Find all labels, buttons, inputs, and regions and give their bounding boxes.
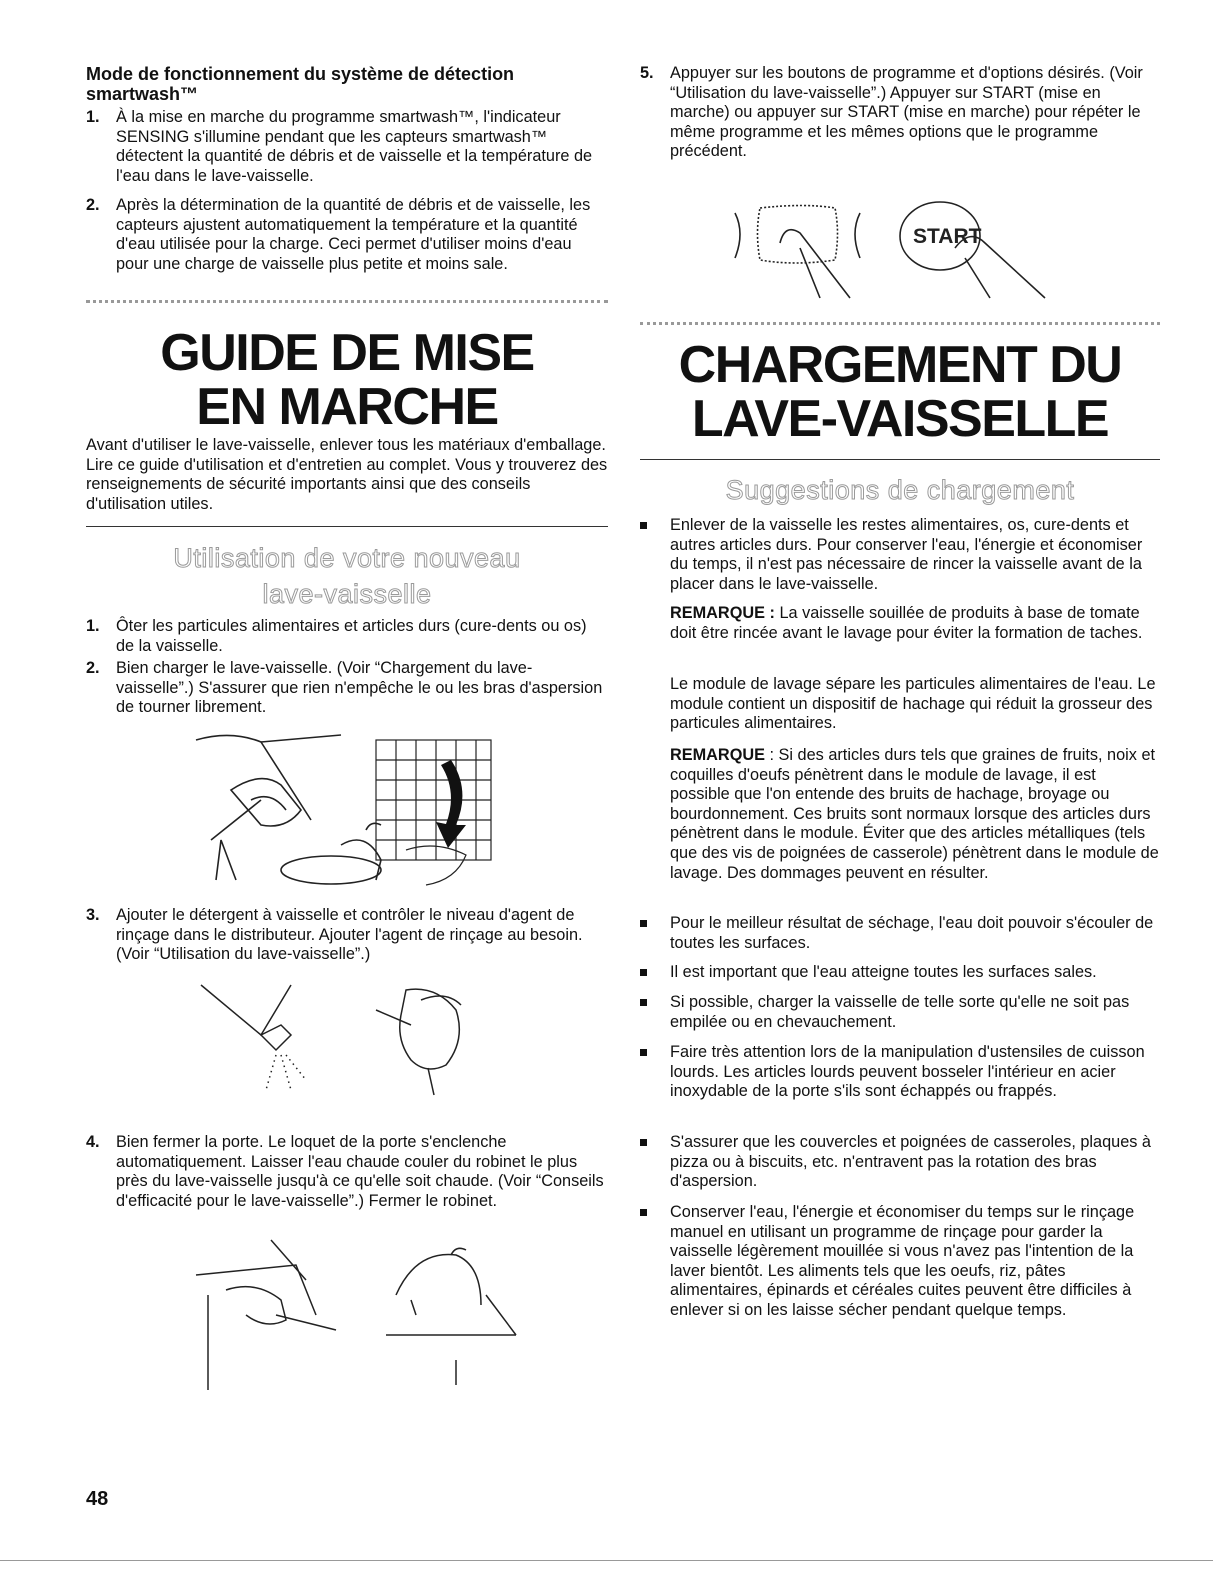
note-text: : Si des articles durs tels que graines de fruits, noix et coquilles d'oeufs pénètrent dans le module de lavage, il est possible que l'on entende des bruits de hachage, broyage ou bourdonnement. Ces bruits sont normaux lorsque des articles durs pénètrent dans le module. Éviter que des articles métalliques (tels que des vis de poignées de casserole) pénètrent dans le module de lavage. Des dommages peuvent en résulter. [670, 746, 1159, 882]
usage-heading-line1: Utilisation de votre nouveau [173, 543, 521, 573]
module-paragraph: Le module de lavage sépare les particules alimentaires de l'eau. Le module contient un dispositif de hachage qui réduit la grosseur des particules alimentaires. [670, 675, 1156, 733]
step-text: Bien charger le lave-vaisselle. (Voir “Chargement du lave-vaisselle”.) S'assurer que rien n'empêche le ou les bras d'aspersion de tourner librement. [116, 659, 603, 717]
smartwash-section-title: Mode de fonctionnement du système de détection smartwash™ [86, 64, 515, 104]
tip-text: Il est important que l'eau atteigne toutes les surfaces sales. [670, 963, 1097, 981]
smartwash-item-1 [86, 108, 608, 186]
tip-text: Conserver l'eau, l'énergie et économiser du temps sur le rinçage manuel en utilisant un programme de rinçage pour garder la vaisselle légèrement mouillée si vous n'avez pas l'intention de la laver bientôt. Les aliments tels que les oeufs, riz, pâtes alimentaires, épinards et céréales cuites peuvent être difficiles à enlever si on les laisse sécher pendant quelque temps. [670, 1203, 1135, 1319]
step-text: Appuyer sur les boutons de programme et d'options désirés. (Voir “Utilisation du lave-vaisselle”.) Appuyer sur START (mise en marche) ou appuyer sur START (mise en marche) pour répéter le même programme et les mêmes options que le programme précédent. [670, 64, 1143, 161]
bullet-marker [640, 522, 647, 529]
loading-tip-2 [640, 914, 1160, 953]
tip-text: S'assurer que les couvercles et poignées de casseroles, plaques à pizza ou à biscuits, etc. n'entravent pas la rotation des bras d'aspersion. [670, 1133, 1151, 1191]
note-label: REMARQUE [670, 746, 765, 764]
bullet-marker [640, 920, 647, 927]
pressing-buttons-illustration [725, 188, 1105, 303]
smartwash-item-2 [86, 196, 608, 274]
section-divider [640, 322, 1160, 325]
item-number: 1. [86, 108, 100, 126]
step-text: Ajouter le détergent à vaisselle et contrôler le niveau d'agent de rinçage dans le distributeur. Ajouter l'agent de rinçage au besoin. (Voir “Utilisation du lave-vaisselle”.) [116, 906, 583, 964]
item-number: 2. [86, 196, 100, 214]
step-text: Bien fermer la porte. Le loquet de la porte s'enclenche automatiquement. Laisser l'eau chaude couler du robinet le plus près du lave-vaisselle jusqu'à ce qu'elle soit chaude. (Voir “Conseils d'efficacité pour le lave-vaisselle”.) Fermer le robinet. [116, 1133, 604, 1210]
step-text: Ôter les particules alimentaires et articles durs (cure-dents ou os) de la vaisselle. [116, 617, 587, 655]
detergent-pouring-illustration [196, 980, 526, 1100]
loading-tip-3 [640, 963, 1160, 983]
guide-title-line2: EN MARCHE [196, 378, 498, 436]
footer-rule [0, 1560, 1213, 1561]
loading-title [640, 338, 1160, 446]
guide-title-line1: GUIDE DE MISE [160, 324, 534, 382]
guide-title [86, 326, 608, 434]
intro-paragraph: Avant d'utiliser le lave-vaisselle, enlever tous les matériaux d'emballage. Lire ce guide d'utilisation et d'entretien au complet. Vous y trouverez des renseignements de sécurité importants ainsi que des conseils d'utilisation utiles. [86, 436, 608, 513]
step-number: 2. [86, 659, 100, 677]
item-text: Après la détermination de la quantité de débris et de vaisselle, les capteurs ajustent automatiquement la température et la quantité d'eau utilisée pour la charge. Ceci permet d'utiliser moins d'eau pour une charge de vaisselle plus petite et moins sale. [116, 196, 591, 273]
loading-tip-4 [640, 993, 1160, 1032]
suggestions-heading: Suggestions de chargement [725, 475, 1075, 505]
loading-title-line2: LAVE-VAISSELLE [691, 390, 1109, 448]
step-number: 4. [86, 1133, 100, 1151]
bullet-marker [640, 1049, 647, 1056]
tip-text: Faire très attention lors de la manipulation d'ustensiles de cuisson lourds. Les articles lourds peuvent bosseler l'intérieur en acier inoxydable de la porte s'ils sont échappés ou frappés. [670, 1043, 1145, 1101]
step-5 [640, 64, 1160, 162]
note-text: La vaisselle souillée de produits à base de tomate doit être rincée avant le lavage pour éviter la formation de taches. [670, 604, 1143, 642]
bullet-marker [640, 1209, 647, 1216]
loading-tip-6 [640, 1133, 1160, 1192]
bullet-marker [640, 999, 647, 1006]
note-tomato [670, 604, 1160, 643]
step-3 [86, 906, 608, 965]
loading-tip-7 [640, 1203, 1160, 1321]
section-divider [86, 300, 608, 303]
bullet-marker [640, 969, 647, 976]
note-hard-items [670, 746, 1160, 883]
step-4 [86, 1133, 608, 1211]
bullet-marker [640, 1139, 647, 1146]
tip-text: Pour le meilleur résultat de séchage, l'eau doit pouvoir s'écouler de toutes les surfaces. [670, 914, 1154, 952]
loading-tip-5 [640, 1043, 1160, 1102]
tip-text: Enlever de la vaisselle les restes alimentaires, os, cure-dents et autres articles durs. Pour conserver l'eau, l'énergie et économiser du temps, il n'est pas nécessaire de rincer la vaisselle avant de la placer dans le lave-vaisselle. [670, 516, 1143, 593]
step-number: 5. [640, 64, 654, 82]
start-button-label: START [913, 225, 982, 248]
heading-rule [640, 459, 1160, 460]
step-1 [86, 617, 608, 656]
step-number: 1. [86, 617, 100, 635]
step-2 [86, 659, 608, 718]
heading-rule [86, 526, 608, 527]
tip-text: Si possible, charger la vaisselle de telle sorte qu'elle ne soit pas empilée ou en chevauchement. [670, 993, 1130, 1031]
page-number: 48 [86, 1488, 109, 1510]
item-text: À la mise en marche du programme smartwash™, l'indicateur SENSING s'illumine pendant que les capteurs smartwash™ détectent la quantité de débris et de vaisselle et la température de l'eau dans le lave-vaisselle. [116, 108, 593, 185]
step-number: 3. [86, 906, 100, 924]
dish-rack-illustration [366, 730, 506, 890]
door-and-faucet-illustration [186, 1235, 526, 1395]
usage-heading [86, 540, 608, 612]
loading-title-line1: CHARGEMENT DU [678, 336, 1122, 394]
note-label: REMARQUE : [670, 604, 775, 622]
usage-heading-line2: lave-vaisselle [262, 579, 432, 609]
loading-tip-1 [640, 516, 1160, 594]
